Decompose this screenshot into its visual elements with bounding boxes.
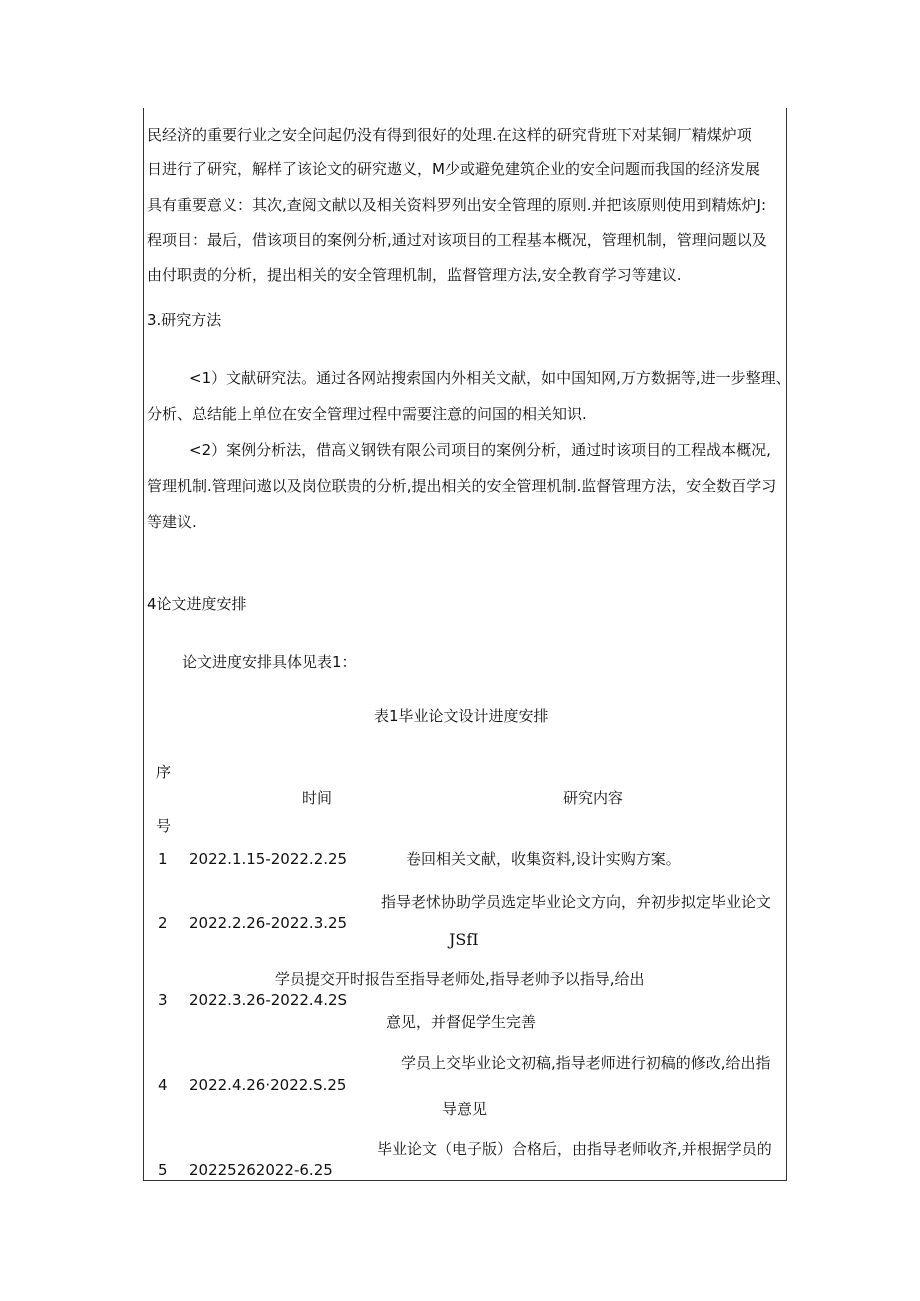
method-2-line-1: <2）案例分析法，借高义钢铁有限公司项目的案例分析，通过时该项目的工程战本概况, — [189, 441, 771, 459]
header-no-bottom: 号 — [156, 817, 172, 835]
method-2-line-2: 管理机制.管理问遨以及岗位联贵的分析,提出相关的安全管理机制.监督管理方法，安全数百学习 — [147, 477, 777, 495]
header-time: 时间 — [302, 789, 333, 807]
row-3-no: 3 — [158, 991, 168, 1009]
row-3-content-line-1: 学员提交开时报告至指导老师处,指导老帅予以指导,给出 — [275, 970, 645, 988]
row-5-time: 20225262022-6.25 — [189, 1161, 333, 1179]
row-2-content-line-2: JSfI — [449, 930, 479, 949]
body-line-5: 由付职责的分析，提出相关的安全管理机制，监督管理方法,安全教育学习等建议. — [147, 266, 682, 284]
method-1-line-1: <1）文献研究法。通过各网站搜索国内外相关文献，如中国知网,万方数据等,进一步整理、 — [189, 369, 791, 387]
body-line-2: 日进行了研究，解样了该论文的研究遨义，M少或避免建筑企业的安全问题而我国的经济发展 — [147, 160, 760, 178]
row-1-time: 2022.1.15-2022.2.25 — [189, 850, 348, 868]
header-content: 研究内容 — [563, 789, 624, 807]
row-5-no: 5 — [158, 1161, 168, 1179]
row-5-content-line-1: 毕业论文（电子版）合格后，由指导老师收齐,并根据学员的 — [377, 1140, 772, 1158]
row-4-time: 2022.4.26·2022.S.25 — [189, 1076, 347, 1094]
row-3-time: 2022.3.26-2022.4.2S — [189, 991, 348, 1009]
row-1-no: 1 — [158, 850, 168, 868]
body-line-3: 具有重要意义：其次,查阅文献以及相关资料罗列出安全管理的原则.并把该原则使用到精炼炉J: — [147, 196, 767, 214]
body-line-1: 民经济的重要行业之安全问起仍没有得到很好的处理.在这样的研究背班下对某铜厂精煤炉项 — [147, 126, 752, 144]
method-2-line-3: 等建议. — [147, 513, 197, 531]
section-4-heading: 4论文进度安排 — [147, 595, 247, 613]
body-line-4: 程项目：最后，借该项目的案例分析,通过对该项目的工程基本概况，管理机制，管理问题以及 — [147, 231, 767, 249]
row-4-no: 4 — [158, 1076, 168, 1094]
row-1-content-line-1: 卷回相关文献，收集资料,设计实购方案。 — [406, 850, 681, 868]
row-4-content-line-2: 导意见 — [442, 1100, 488, 1118]
row-2-content-line-1: 指导老怵协助学员选定毕业论文方向，弁初步拟定毕业论文 — [381, 893, 772, 911]
method-1-line-2: 分析、总结能上单位在安全管理过程中需要注意的问国的相关知识. — [147, 405, 587, 423]
row-2-time: 2022.2.26-2022.3.25 — [189, 914, 348, 932]
row-4-content-line-1: 学员上交毕业论文初稿,指导老师进行初稿的修改,给出指 — [401, 1054, 771, 1072]
table-caption: 表1毕业论文设计进度安排 — [374, 707, 549, 725]
header-no-top: 序 — [156, 763, 172, 781]
schedule-intro: 论文进度安排具体见表1： — [182, 653, 357, 671]
section-3-heading: 3.研究方法 — [147, 311, 222, 329]
row-3-content-line-2: 意见，并督促学生完善 — [386, 1013, 537, 1031]
row-2-no: 2 — [158, 914, 168, 932]
